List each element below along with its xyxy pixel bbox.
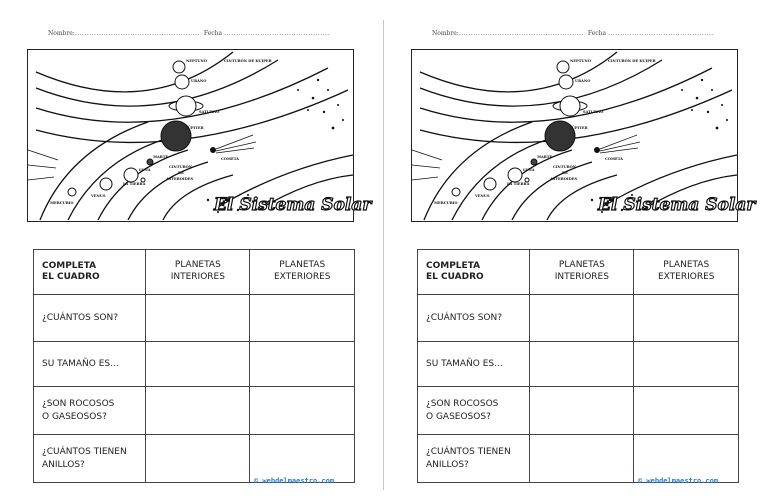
date-blank[interactable]: ............................................: [223, 30, 330, 37]
col1-line2: INTERIORES: [554, 272, 609, 282]
mars-icon: [147, 159, 153, 165]
name-date-line: [48, 30, 330, 37]
solar-system-illustration: [27, 49, 372, 222]
saturn-icon: [560, 96, 580, 116]
saturn-icon: [176, 96, 196, 116]
corner-line1: COMPLETA: [42, 260, 97, 271]
label-moon: LUNA: [523, 168, 535, 172]
col2-line1: PLANETAS: [279, 260, 326, 271]
table-row: [34, 342, 355, 387]
label-mercury: MERCURIO: [50, 201, 74, 205]
sun-rays: [412, 150, 442, 180]
neptune-icon: [173, 61, 185, 73]
label-kuiper-belt: CINTURÓN DE KUIPER: [224, 59, 272, 63]
mercury-icon: [452, 188, 460, 196]
date-label: Fecha: [203, 30, 223, 37]
table-row: [418, 295, 739, 342]
corner-line2: EL CUADRO: [42, 272, 100, 282]
col1-line2: INTERIORES: [170, 272, 225, 282]
illustration-title: El Sistema Solar: [598, 195, 756, 215]
answer-cell-outer[interactable]: [250, 387, 355, 435]
name-label: Nombre:: [432, 30, 459, 37]
asteroid-dots: [591, 79, 728, 213]
label-saturn: SATURNO: [583, 110, 604, 114]
worksheet-right: [384, 0, 768, 503]
label-moon: LUNA: [139, 168, 151, 172]
label-neptune: NEPTUNO: [186, 59, 207, 63]
row-label-line2: ANILLOS?: [42, 459, 85, 470]
label-mars: MARTE: [537, 155, 553, 159]
name-date-line: [432, 30, 714, 37]
label-venus: VENUS: [475, 194, 490, 198]
label-uranus: URANO: [191, 79, 207, 83]
row-label: [34, 387, 146, 435]
label-uranus: URANO: [575, 79, 591, 83]
sun-rays: [28, 150, 58, 180]
date-blank[interactable]: ............................................: [607, 30, 714, 37]
col2-line2: EXTERIORES: [273, 272, 331, 282]
name-blank[interactable]: ....................................................: [74, 30, 201, 37]
label-asteroid-belt-3: ASTEROIDES: [166, 177, 194, 181]
mercury-icon: [68, 188, 76, 196]
answer-cell-inner[interactable]: [146, 342, 250, 387]
earth-icon: [124, 168, 138, 182]
site-credit[interactable]: © webdelmaestro.com: [638, 477, 719, 485]
label-mercury: MERCURIO: [434, 201, 458, 205]
table-row: [34, 435, 355, 483]
col1-line1: PLANETAS: [558, 260, 605, 271]
row-label: [34, 342, 146, 387]
label-earth: LA TIERRA: [507, 182, 530, 186]
uranus-icon: [559, 75, 573, 89]
col-header-outer-planets: [250, 250, 355, 295]
col1-line1: PLANETAS: [174, 260, 221, 271]
solar-system-drawing: [28, 50, 372, 223]
name-label: Nombre:: [48, 30, 75, 37]
table-row: [418, 387, 739, 435]
comet-drawing: [594, 135, 640, 153]
answer-cell-outer[interactable]: [250, 435, 355, 483]
corner-line2: EL CUADRO: [426, 272, 484, 282]
table-row: [418, 435, 739, 483]
row-label-line2: ANILLOS?: [426, 459, 469, 470]
corner-line1: COMPLETA: [426, 260, 481, 271]
row-label: [418, 387, 530, 435]
venus-icon: [100, 178, 112, 190]
answer-cell-outer[interactable]: [634, 342, 739, 387]
planets: [68, 61, 203, 196]
row-label: [418, 342, 530, 387]
table-row: [34, 295, 355, 342]
venus-icon: [484, 178, 496, 190]
answer-cell-outer[interactable]: [634, 387, 739, 435]
row-label-line1: ¿CUÁNTOS SON?: [426, 312, 502, 323]
answer-cell-outer[interactable]: [250, 342, 355, 387]
complete-the-table: [33, 249, 355, 483]
row-label-line1: SU TAMAÑO ES…: [42, 358, 120, 369]
row-label-line2: O GASEOSOS?: [426, 411, 491, 422]
answer-cell-outer[interactable]: [250, 295, 355, 342]
label-asteroid-belt-2: DE: [562, 171, 568, 175]
date-label: Fecha: [587, 30, 607, 37]
answer-cell-inner[interactable]: [530, 387, 634, 435]
table-row: [418, 342, 739, 387]
col-header-inner-planets: [146, 250, 250, 295]
planets: [452, 61, 587, 196]
label-neptune: NEPTUNO: [570, 59, 591, 63]
answer-cell-outer[interactable]: [634, 435, 739, 483]
label-asteroid-belt-1: CINTURÓN: [553, 165, 577, 169]
answer-cell-inner[interactable]: [146, 435, 250, 483]
label-earth: LA TIERRA: [123, 182, 146, 186]
answer-cell-inner[interactable]: [530, 435, 634, 483]
label-venus: VENUS: [91, 194, 106, 198]
label-jupiter: JÚPITER: [570, 126, 588, 130]
label-comet: COMETA: [221, 157, 239, 161]
neptune-icon: [557, 61, 569, 73]
row-label-line1: ¿SON ROCOSOS: [42, 399, 115, 410]
mars-icon: [531, 159, 537, 165]
answer-cell-outer[interactable]: [634, 295, 739, 342]
label-comet: COMETA: [605, 157, 623, 161]
earth-icon: [508, 168, 522, 182]
table-corner-header: [418, 250, 530, 295]
answer-cell-inner[interactable]: [146, 295, 250, 342]
label-asteroid-belt-3: ASTEROIDES: [550, 177, 578, 181]
label-asteroid-belt-1: CINTURÓN: [169, 165, 193, 169]
solar-system-drawing: [412, 50, 756, 223]
row-label-line1: ¿SON ROCOSOS: [426, 399, 499, 410]
name-blank[interactable]: ....................................................: [458, 30, 585, 37]
col-header-inner-planets: [530, 250, 634, 295]
answer-cell-inner[interactable]: [146, 387, 250, 435]
col2-line1: PLANETAS: [663, 260, 710, 271]
comet-drawing: [210, 135, 256, 153]
illustration-title: El Sistema Solar: [214, 195, 372, 215]
table-row: [34, 387, 355, 435]
row-label-line1: ¿CUÁNTOS TIENEN: [426, 447, 511, 458]
label-jupiter: JÚPITER: [186, 126, 204, 130]
row-label-line1: ¿CUÁNTOS SON?: [42, 312, 118, 323]
uranus-icon: [175, 75, 189, 89]
label-saturn: SATURNO: [199, 110, 220, 114]
label-kuiper-belt: CINTURÓN DE KUIPER: [608, 59, 656, 63]
row-label: [418, 435, 530, 483]
col2-line2: EXTERIORES: [657, 272, 715, 282]
complete-the-table: [417, 249, 739, 483]
solar-system-illustration: [411, 49, 756, 222]
row-label: [34, 295, 146, 342]
asteroid-dots: [207, 79, 344, 213]
row-label-line1: ¿CUÁNTOS TIENEN: [42, 447, 127, 458]
answer-cell-inner[interactable]: [530, 295, 634, 342]
answer-cell-inner[interactable]: [530, 342, 634, 387]
row-label-line2: O GASEOSOS?: [42, 411, 107, 422]
col-header-outer-planets: [634, 250, 739, 295]
row-label-line1: SU TAMAÑO ES…: [426, 358, 504, 369]
label-mars: MARTE: [153, 155, 169, 159]
row-label: [34, 435, 146, 483]
row-label: [418, 295, 530, 342]
site-credit[interactable]: © webdelmaestro.com: [254, 477, 335, 485]
table-corner-header: [34, 250, 146, 295]
label-asteroid-belt-2: DE: [178, 171, 184, 175]
